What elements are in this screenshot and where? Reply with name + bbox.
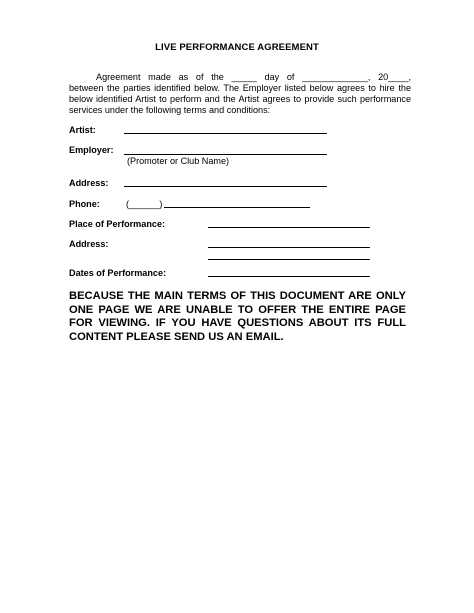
- intro-line: services under the following terms and conditions:: [69, 105, 271, 115]
- notice-line: CONTENT PLEASE SEND US AN EMAIL.: [69, 330, 284, 343]
- phone-label: Phone:: [69, 199, 100, 209]
- phone-area-code: (______): [126, 199, 163, 209]
- notice-line: ONE PAGE WE ARE UNABLE TO OFFER THE ENTIRE PAGE: [69, 303, 406, 316]
- intro-line: between the parties identified below. The Employer listed below agrees to hire the: [69, 83, 411, 93]
- intro-line: Agreement made as of the _____ day of _____________, 20____,: [96, 72, 411, 82]
- employer-label: Employer:: [69, 145, 114, 155]
- intro-line: below identified Artist to perform and the Artist agrees to provide such performance: [69, 94, 411, 104]
- place-of-performance-label: Place of Performance:: [69, 219, 166, 229]
- dates-blank-line[interactable]: [208, 276, 370, 277]
- place-address-blank-line-2[interactable]: [208, 259, 370, 260]
- place-address-blank-line-1[interactable]: [208, 247, 370, 248]
- document-title: LIVE PERFORMANCE AGREEMENT: [155, 42, 319, 53]
- employer-note: (Promoter or Club Name): [127, 156, 230, 166]
- address-label: Address:: [69, 178, 109, 188]
- address-blank-line[interactable]: [124, 186, 327, 187]
- place-address-label: Address:: [69, 239, 109, 249]
- dates-of-performance-label: Dates of Performance:: [69, 268, 167, 278]
- intro-paragraph: [69, 72, 411, 116]
- notice-line: FOR VIEWING. IF YOU HAVE QUESTIONS ABOUT ITS FULL: [69, 317, 406, 329]
- phone-blank-line[interactable]: [164, 207, 310, 208]
- artist-blank-line[interactable]: [124, 133, 327, 134]
- artist-label: Artist:: [69, 125, 96, 135]
- place-blank-line[interactable]: [208, 227, 370, 228]
- notice-line: BECAUSE THE MAIN TERMS OF THIS DOCUMENT ARE ONLY: [69, 290, 406, 302]
- notice-paragraph: [69, 290, 406, 344]
- employer-blank-line[interactable]: [124, 154, 327, 155]
